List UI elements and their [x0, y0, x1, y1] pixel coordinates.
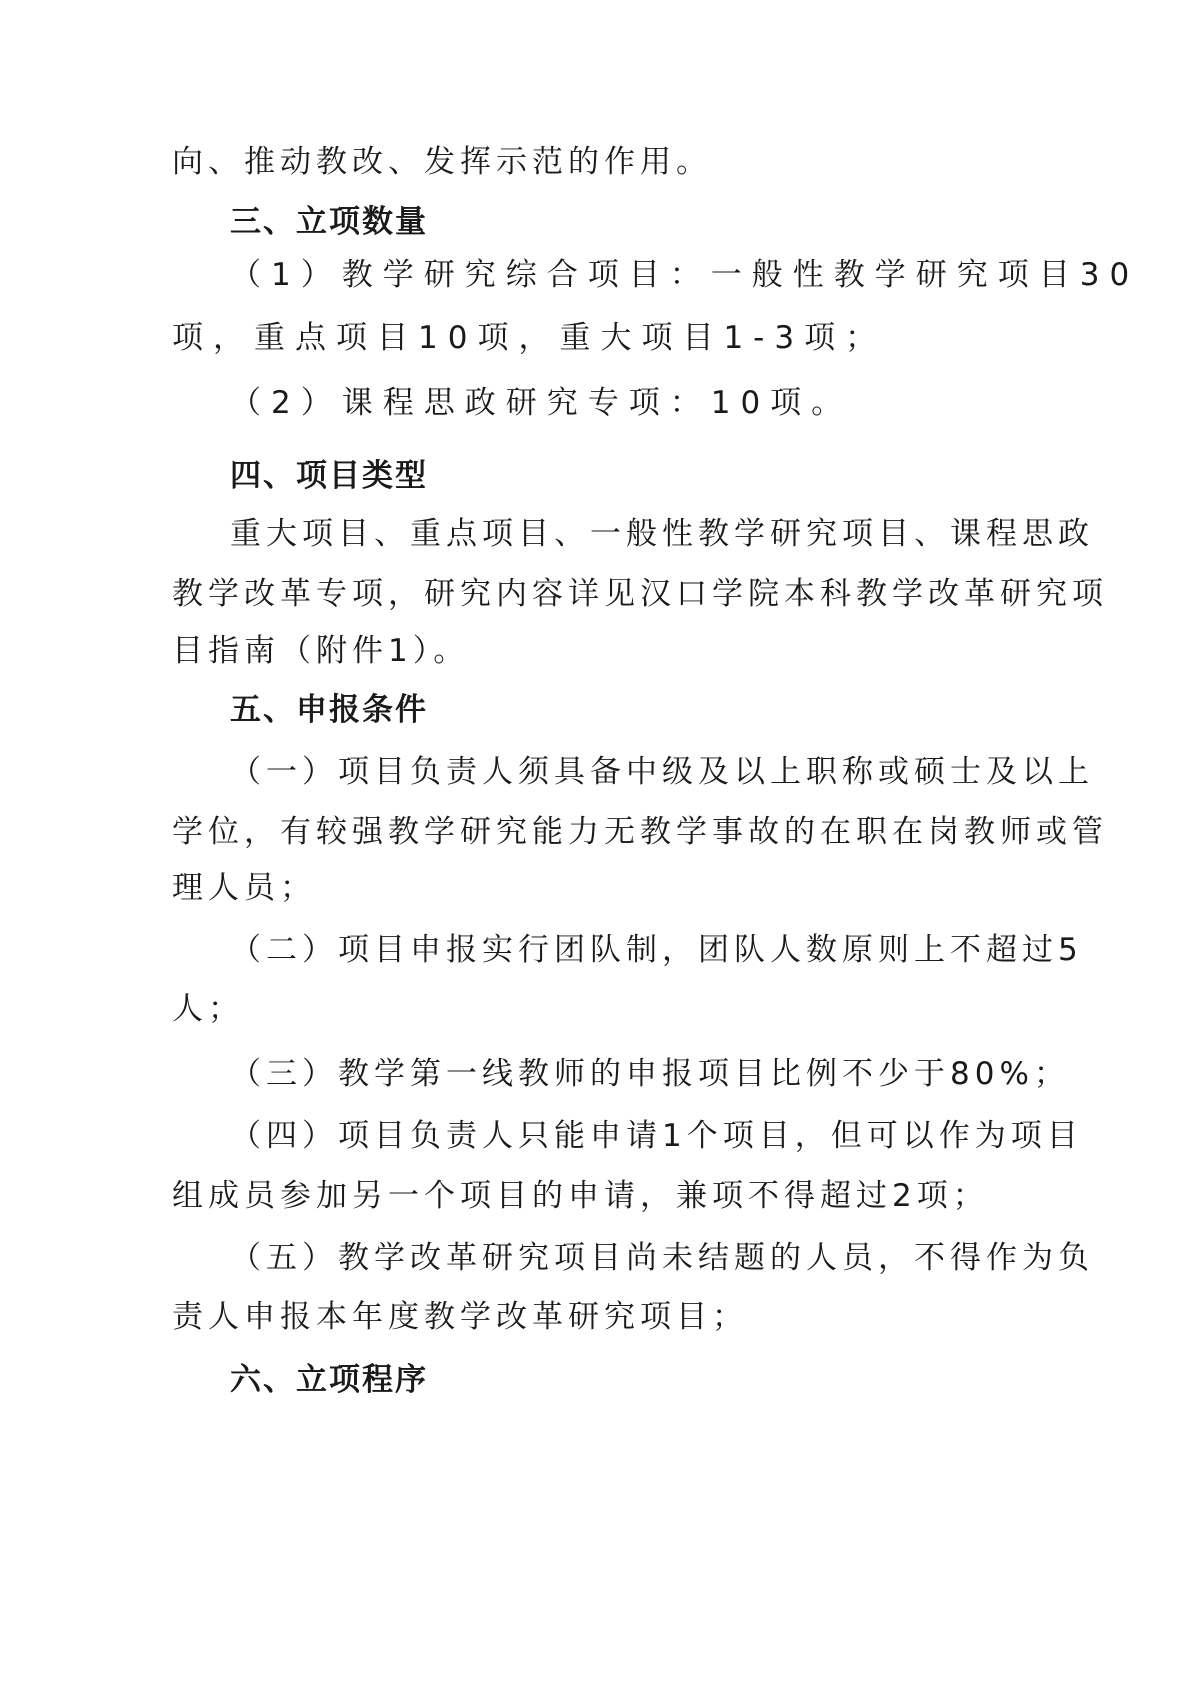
paragraph-line: 重大项目、重点项目、一般性教学研究项目、课程思政	[230, 516, 1094, 552]
paragraph-line: 学位，有较强教学研究能力无教学事故的在职在岗教师或管	[172, 814, 1108, 850]
paragraph-line: （二）项目申报实行团队制，团队人数原则上不超过5	[230, 932, 1083, 968]
section-heading: 三、立项数量	[230, 204, 428, 240]
paragraph-line: （三）教学第一线教师的申报项目比例不少于80%；	[230, 1056, 1070, 1092]
section-heading: 四、项目类型	[230, 458, 428, 494]
paragraph-line: （一）项目负责人须具备中级及以上职称或硕士及以上	[230, 754, 1094, 790]
paragraph-line: 责人申报本年度教学改革研究项目；	[172, 1299, 748, 1335]
paragraph-line: （四）项目负责人只能申请1个项目，但可以作为项目	[230, 1118, 1083, 1154]
paragraph-line: （2）课程思政研究专项：10项。	[230, 385, 853, 421]
paragraph-line: 人；	[172, 991, 244, 1027]
paragraph-line: （1）教学研究综合项目：一般性教学研究项目30	[230, 257, 1140, 293]
paragraph-line: 组成员参加另一个项目的申请，兼项不得超过2项；	[172, 1178, 989, 1214]
paragraph-line: 教学改革专项，研究内容详见汉口学院本科教学改革研究项	[172, 576, 1108, 612]
paragraph-line: 项，重点项目10项，重大项目1-3项；	[172, 320, 887, 356]
paragraph-line: （五）教学改革研究项目尚未结题的人员，不得作为负	[230, 1240, 1094, 1276]
section-heading: 六、立项程序	[230, 1362, 428, 1398]
paragraph-line: 理人员；	[172, 870, 316, 906]
paragraph-line: 目指南（附件1）。	[172, 633, 470, 669]
section-heading: 五、申报条件	[230, 692, 428, 728]
paragraph-line: 向、推动教改、发挥示范的作用。	[172, 144, 712, 180]
